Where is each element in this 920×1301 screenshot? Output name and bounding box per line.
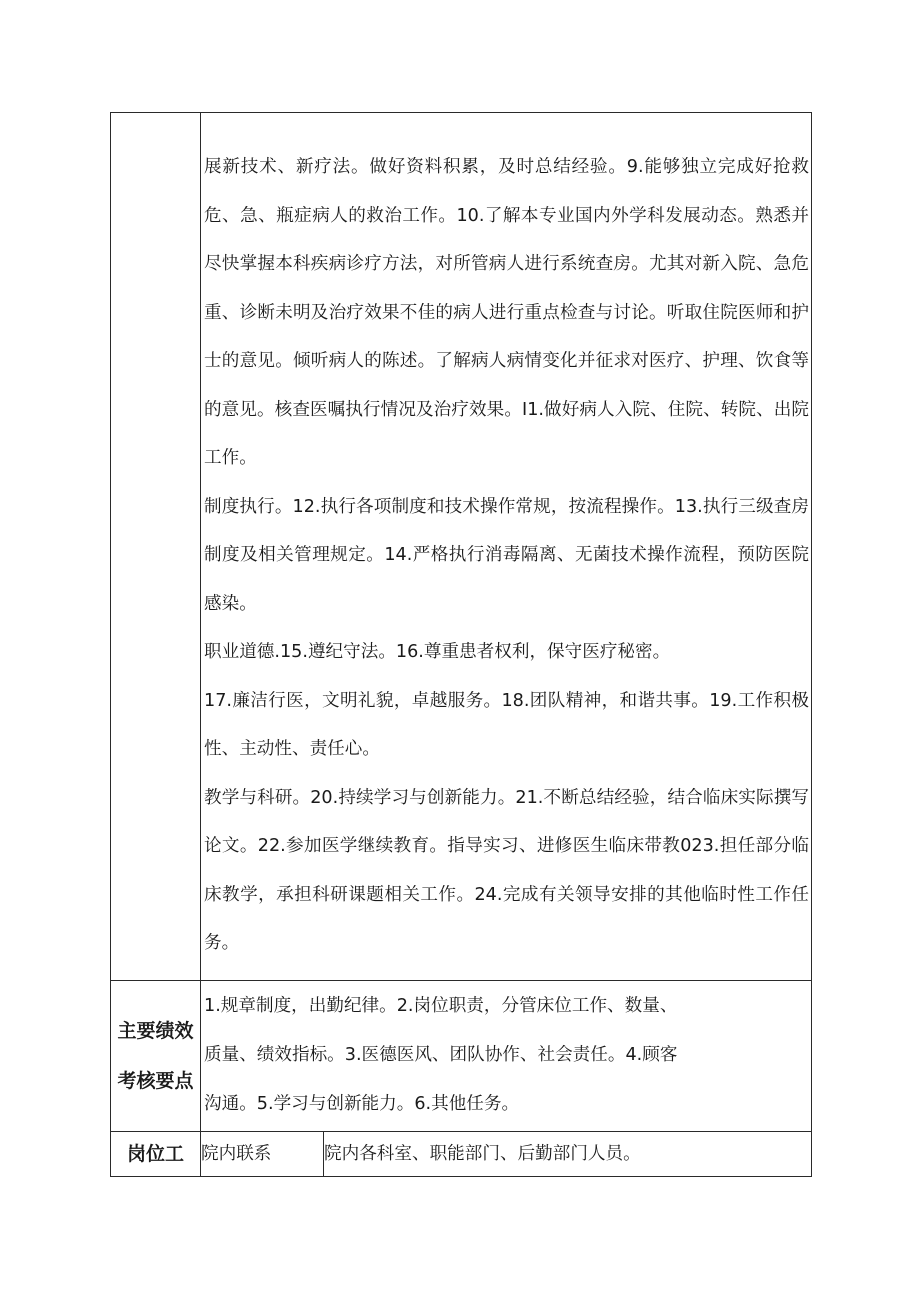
relations-row	[111, 1131, 812, 1176]
duties-paragraph-ethics: 职业道德.15.遵纪守法。16.尊重患者权利，保守医疗秘密。	[204, 642, 671, 662]
duties-label-cell	[111, 113, 201, 981]
kpi-line-2: 质量、绩效指标。3.医德医风、团队协作、社会责任。4.顾客	[204, 1044, 678, 1065]
duties-row	[111, 113, 812, 981]
kpi-line-3: 沟通。5.学习与创新能力。6.其他任务。	[204, 1093, 520, 1114]
relations-content-cell	[201, 1131, 812, 1176]
relations-value: 院内各科室、职能部门、后勤部门人员。	[324, 1143, 641, 1164]
duties-paragraph-teaching: 教学与科研。20.持续学习与创新能力。21.不断总结经验，结合临床实际撰写论文。22.参加医学继续教育。指导实习、进修医生临床带教023.担任部分临床教学，承担科研课题相关工作。24.完成有关领导安排的其他临时性工作任务。	[204, 787, 809, 953]
duties-paragraph-conduct: 17.廉洁行医，文明礼貌，卓越服务。18.团队精神，和谐共事。19.工作积极性、主动性、责任心。	[204, 690, 809, 759]
kpi-row	[111, 980, 812, 1131]
duties-paragraph-clinical: 展新技术、新疗法。做好资料积累，及时总结经验。9.能够独立完成好抢救危、急、瓶症病人的救治工作。10.了解本专业国内外学科发展动态。熟悉并尽快掌握本科疾病诊疗方法，对所管病人进行系统查房。尤其对新入院、急危重、诊断未明及治疗效果不佳的病人进行重点检查与讨论。听取住院医师和护士的意见。倾听病人的陈述。了解病人病情变化并征求对医疗、护理、饮食等的意见。核查医嘱执行情况及治疗效果。I1.做好病人入院、住院、转院、出院工作。	[204, 157, 809, 468]
relations-sub-label: 院内联系	[201, 1132, 324, 1176]
kpi-label-line1: 主要绩效	[117, 1019, 194, 1042]
duties-paragraph-system: 制度执行。12.执行各项制度和技术操作常规，按流程操作。13.执行三级查房制度及相关管理规定。14.严格执行消毒隔离、无菌技术操作流程，预防医院感染。	[204, 496, 809, 614]
relations-label-cell	[111, 1131, 201, 1176]
relations-inner-table	[201, 1132, 811, 1176]
duties-content-cell	[201, 113, 812, 981]
job-description-table	[110, 112, 812, 1177]
kpi-line-1: 1.规章制度，出勤纪律。2.岗位职责，分管床位工作、数量、	[204, 995, 678, 1016]
kpi-label-cell	[111, 980, 201, 1131]
kpi-label-line2: 考核要点	[117, 1069, 194, 1092]
kpi-content-cell	[201, 980, 812, 1131]
relations-label: 岗位工	[126, 1142, 184, 1165]
